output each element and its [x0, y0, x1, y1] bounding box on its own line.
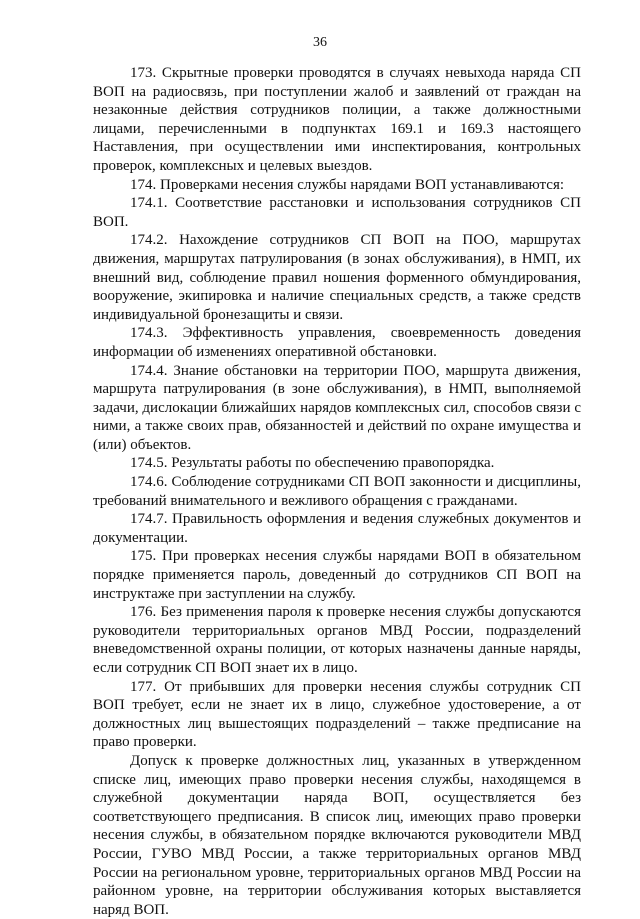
- paragraph-175: 175. При проверках несения службы нарядами ВОП в обязательном порядке применяется пароль, доведенный до сотрудников СП ВОП на инструктаже при заступлении на службу.: [93, 548, 581, 602]
- paragraph-174-1: 174.1. Соответствие расстановки и использования сотрудников СП ВОП.: [93, 195, 581, 230]
- paragraph-174-3: 174.3. Эффективность управления, своевременность доведения информации об изменениях оперативной обстановки.: [93, 325, 581, 360]
- paragraph-176: 176. Без применения пароля к проверке несения службы допускаются руководители территориальных органов МВД России, подразделений вневедомственной охраны полиции, от которых назначены данные наряды, если сотрудник СП ВОП знает их в лицо.: [93, 604, 581, 676]
- paragraph-177: 177. От прибывших для проверки несения службы сотрудник СП ВОП требует, если не знает их в лицо, служебное удостоверение, а от должностных лиц вышестоящих подразделений – также предписание на право проверки.: [93, 678, 581, 751]
- paragraph-access: Допуск к проверке должностных лиц, указанных в утвержденном списке лиц, имеющих право проверки несения службы, находящемся в служебной документации наряда ВОП, осуществляется без соответствующего предписания. В список лиц, имеющих право проверки несения службы, в обязательном порядке включаются руководители МВД России, ГУВО МВД России, а также территориальных органов МВД России на региональном уровне, территориальных органов МВД России на районном уровне, на территории обслуживания которых выставляется наряд ВОП.: [93, 752, 581, 918]
- paragraph-174-6: 174.6. Соблюдение сотрудниками СП ВОП законности и дисциплины, требований внимательного и вежливого обращения с гражданами.: [93, 474, 581, 509]
- paragraph-174-5: 174.5. Результаты работы по обеспечению правопорядка.: [130, 455, 495, 472]
- paragraph-174-4: 174.4. Знание обстановки на территории ПОО, маршрута движения, маршрута патрулирования (в зоне обслуживания), в НМП, выполняемой задачи, дислокации ближайших нарядов комплексных сил, способов связи с ними, а также своих прав, обязанностей и действий по охране имущества и (или) объектов.: [93, 362, 581, 453]
- page-number: 36: [313, 35, 327, 50]
- paragraph-174: 174. Проверками несения службы нарядами ВОП устанавливаются:: [130, 176, 565, 193]
- paragraph-173: 173. Скрытные проверки проводятся в случаях невыхода наряда СП ВОП на радиосвязь, при поступлении жалоб и заявлений от граждан на незаконные действия сотрудников полиции, а также должностными лицами, перечисленными в подпунктах 169.1 и 169.3 настоящего Наставления, при осуществлении ими инспектирования, контрольных проверок, комплексных и целевых выездов.: [93, 65, 581, 174]
- paragraph-174-2: 174.2. Нахождение сотрудников СП ВОП на ПОО, маршрутах движения, маршрутах патрулирования (в зонах обслуживания), в НМП, их внешний вид, соблюдение правил ношения форменного обмундирования, вооружение, экипировка и наличие специальных средств, а также средств индивидуальной бронезащиты и связи.: [93, 232, 581, 323]
- document-body: [93, 64, 581, 919]
- paragraph-174-7: 174.7. Правильность оформления и ведения служебных документов и документации.: [93, 511, 581, 546]
